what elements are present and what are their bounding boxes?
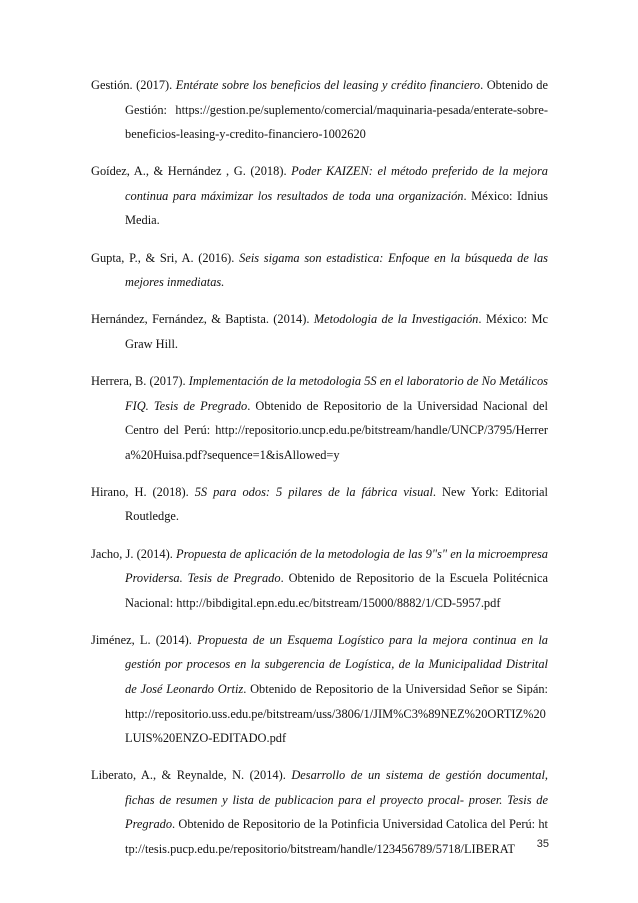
- reference-url[interactable]: http://repositorio.uss.edu.pe/bitstream/uss/3806/1/JIM%C3%89NEZ%20ORTIZ%20LUIS%20ENZO-EDITADO.pdf: [125, 706, 546, 746]
- reference-list: [91, 73, 548, 874]
- reference-tail: . Obtenido de Repositorio de la Potinficia Universidad Catolica del Perú:: [172, 817, 539, 832]
- reference-title: Implementación de la metodologia 5S en el laboratorio de No Metálicos FIQ. Tesis de Pregrado: [125, 373, 548, 413]
- reference-tail: . New York: Editorial Routledge.: [125, 484, 548, 524]
- reference-entry: [91, 246, 548, 295]
- reference-tail: . México: Idnius Media.: [125, 188, 548, 228]
- reference-title: Propuesta de aplicación de la metodologia de las 9"s" en la microempresa Providersa. Tesis de Pregrado: [125, 546, 549, 586]
- reference-title: 5S para odos: 5 pilares de la fábrica visual: [194, 484, 433, 499]
- reference-title: Seis sigama son estadistica: Enfoque en la búsqueda de las mejores inmediatas.: [125, 250, 548, 290]
- reference-tail: . Obtenido de Repositorio de la Universidad Señor se Sipán:: [243, 681, 548, 696]
- reference-entry: [91, 369, 548, 467]
- reference-entry: [91, 542, 548, 616]
- reference-lead: Jiménez, L. (2014).: [91, 632, 198, 647]
- reference-lead: Hernández, Fernández, & Baptista. (2014).: [91, 312, 314, 327]
- reference-url[interactable]: http://repositorio.uncp.edu.pe/bitstream/handle/UNCP/3795/Herrera%20Huisa.pdf?sequence=1&isAllowed=y: [125, 423, 548, 462]
- reference-lead: Gupta, P., & Sri, A. (2016).: [91, 250, 240, 265]
- reference-lead: Goídez, A., & Hernández , G. (2018).: [91, 164, 292, 179]
- page-number: 35: [536, 838, 549, 850]
- reference-title: Propuesta de un Esquema Logístico para la mejora continua en la gestión por procesos en la subgerencia de Logística, de la Municipalidad Distrital de José Leonardo Ortiz: [125, 632, 548, 696]
- reference-tail: . México: Mc Graw Hill.: [125, 312, 548, 351]
- reference-tail: . Obtenido de Repositorio de la Universidad Nacional del Centro del Perú:: [125, 398, 548, 438]
- reference-entry: [91, 307, 548, 356]
- reference-title: Metodologia de la Investigación: [313, 312, 479, 327]
- reference-lead: Liberato, A., & Reynalde, N. (2014).: [91, 768, 292, 783]
- reference-url[interactable]: http://bibdigital.epn.edu.ec/bitstream/15000/8882/1/CD-5957.pdf: [176, 595, 501, 610]
- reference-entry: [91, 480, 548, 529]
- reference-tail: . Obtenido de Gestión:: [125, 78, 548, 117]
- reference-title: Entérate sobre los beneficios del leasing y crédito financiero: [175, 78, 481, 92]
- reference-url[interactable]: http://tesis.pucp.edu.pe/repositorio/bitstream/handle/123456789/5718/LIBERAT: [125, 817, 548, 857]
- reference-title: Desarrollo de un sistema de gestión documental, fichas de resumen y lista de publicacion para el proyecto procal- proser. Tesis de Pregrado: [125, 768, 548, 832]
- reference-entry: [91, 159, 548, 233]
- reference-entry: [91, 628, 548, 751]
- reference-lead: Herrera, B. (2017).: [91, 373, 189, 388]
- reference-lead: Jacho, J. (2014).: [91, 546, 177, 561]
- reference-entry: [91, 763, 548, 861]
- reference-url: https://gestion.pe/suplemento/comercial/maquinaria-pesada/enterate-sobre-beneficios-leasing-y-credito-financiero-1002620: [125, 102, 548, 142]
- reference-lead: Gestión. (2017).: [91, 78, 176, 92]
- reference-lead: Hirano, H. (2018).: [91, 484, 195, 499]
- reference-title: Poder KAIZEN: el método preferido de la mejora continua para máximizar los resultados de toda una organización: [125, 164, 548, 203]
- reference-tail: . Obtenido de Repositorio de la Escuela Politécnica Nacional:: [125, 571, 548, 610]
- reference-entry: [91, 73, 548, 147]
